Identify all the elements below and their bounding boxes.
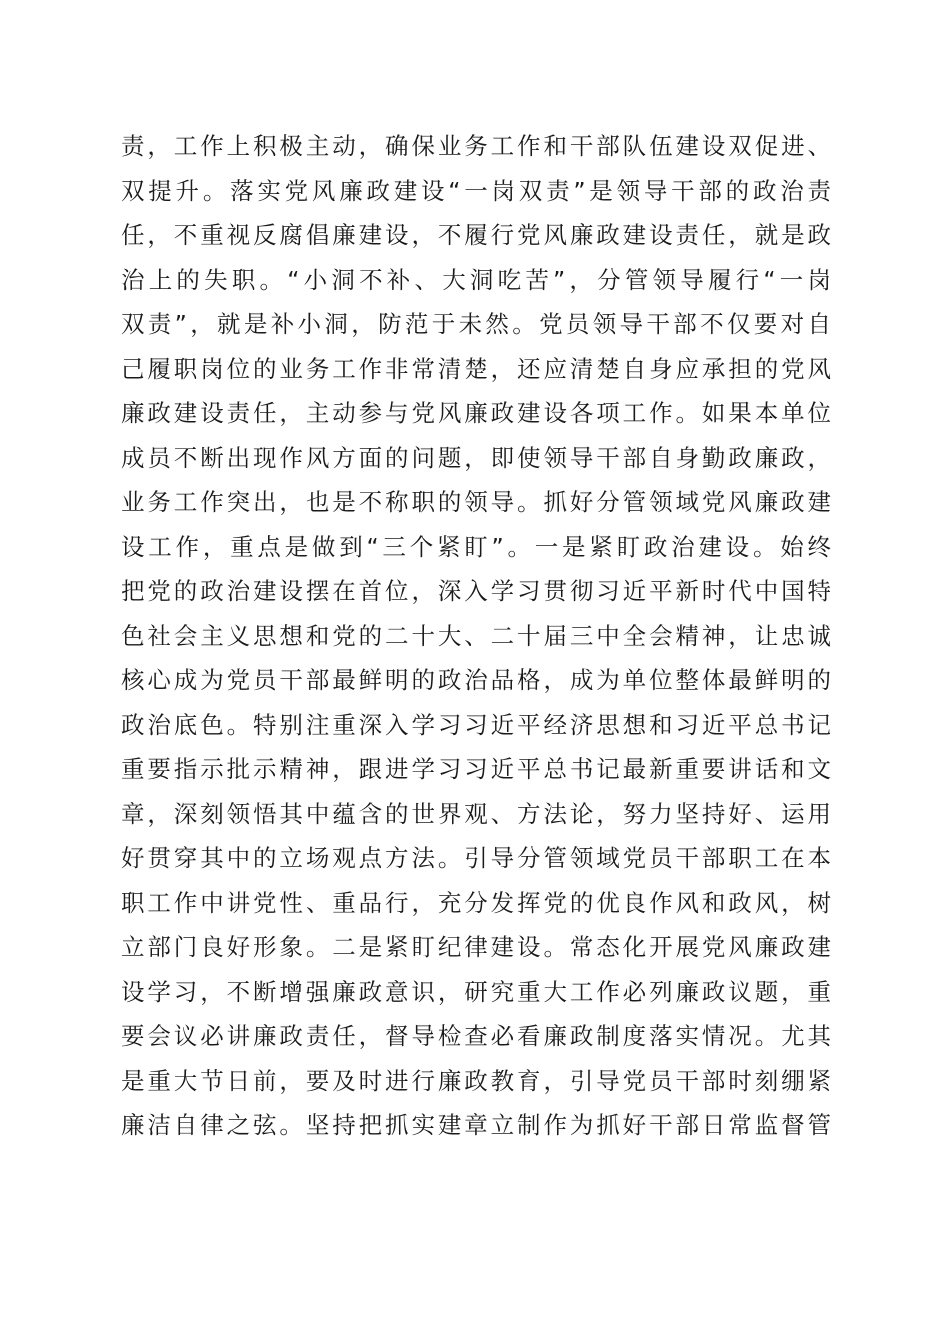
text-line: 成员不断出现作风方面的问题，即使领导干部自身勤政廉政， — [121, 443, 831, 472]
body-text — [121, 124, 831, 1148]
text-line: 设学习，不断增强廉政意识，研究重大工作必列廉政议题，重 — [121, 977, 831, 1006]
text-line: 色社会主义思想和党的二十大、二十届三中全会精神，让忠诚 — [121, 621, 831, 650]
text-line: 是重大节日前，要及时进行廉政教育，引导党员干部时刻绷紧 — [121, 1066, 831, 1095]
text-line: 政治底色。特别注重深入学习习近平经济思想和习近平总书记 — [121, 710, 831, 739]
text-line: 治上的失职。“小洞不补、大洞吃苦”，分管领导履行“一岗 — [121, 265, 831, 294]
text-line: 要会议必讲廉政责任，督导检查必看廉政制度落实情况。尤其 — [121, 1022, 831, 1050]
text-line: 廉政建设责任，主动参与党风廉政建设各项工作。如果本单位 — [121, 399, 831, 427]
text-line: 核心成为党员干部最鲜明的政治品格，成为单位整体最鲜明的 — [121, 666, 831, 694]
text-line: 章，深刻领悟其中蕴含的世界观、方法论，努力坚持好、运用 — [121, 799, 831, 828]
text-line: 重要指示批示精神，跟进学习习近平总书记最新重要讲话和文 — [121, 755, 831, 783]
text-line: 任，不重视反腐倡廉建设，不履行党风廉政建设责任，就是政 — [121, 221, 831, 249]
text-line: 廉洁自律之弦。坚持把抓实建章立制作为抓好干部日常监督管 — [121, 1111, 831, 1139]
text-line: 双责”，就是补小洞，防范于未然。党员领导干部不仅要对自 — [121, 310, 831, 338]
text-line: 己履职岗位的业务工作非常清楚，还应清楚自身应承担的党风 — [121, 354, 831, 383]
text-line: 好贯穿其中的立场观点方法。引导分管领域党员干部职工在本 — [121, 844, 831, 872]
text-line: 立部门良好形象。二是紧盯纪律建设。常态化开展党风廉政建 — [121, 933, 831, 961]
text-line: 设工作，重点是做到“三个紧盯”。一是紧盯政治建设。始终 — [121, 532, 831, 561]
text-line: 职工作中讲党性、重品行，充分发挥党的优良作风和政风，树 — [121, 888, 831, 917]
text-line: 责，工作上积极主动，确保业务工作和干部队伍建设双促进、 — [121, 132, 831, 160]
text-line: 双提升。落实党风廉政建设“一岗双责”是领导干部的政治责 — [121, 176, 831, 205]
text-line: 把党的政治建设摆在首位，深入学习贯彻习近平新时代中国特 — [121, 577, 831, 605]
text-line: 业务工作突出，也是不称职的领导。抓好分管领域党风廉政建 — [121, 488, 831, 516]
